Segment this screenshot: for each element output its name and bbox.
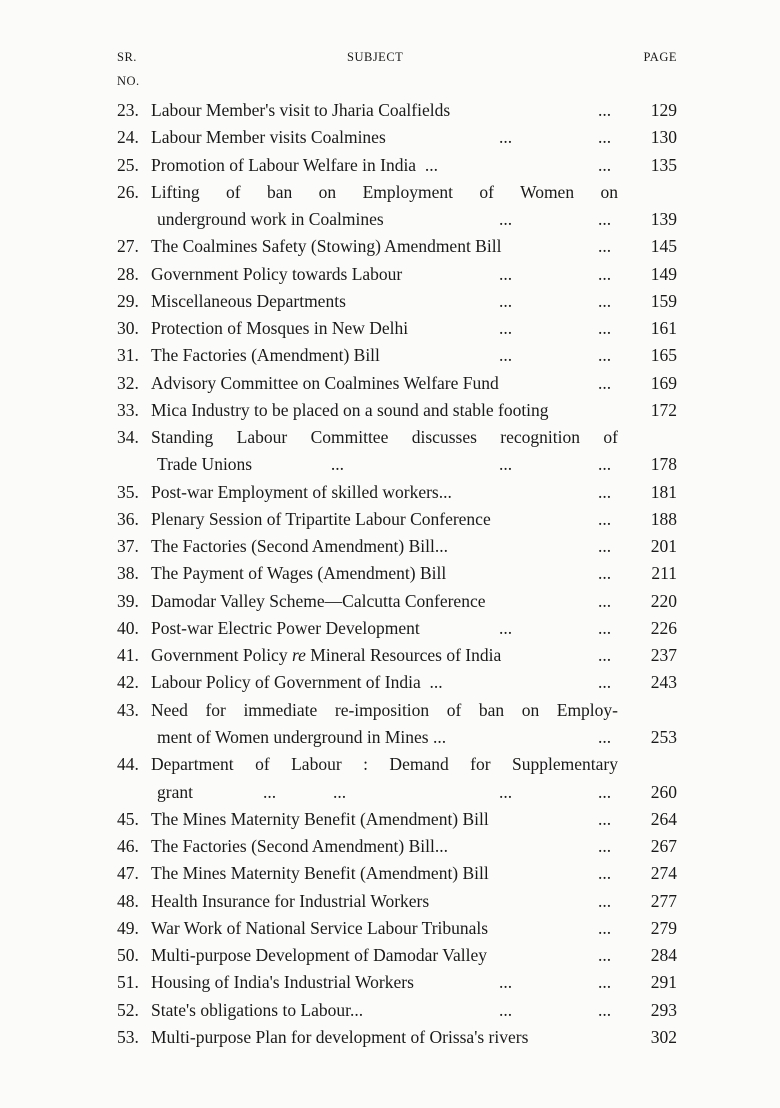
leader-dots: ... [598,672,612,693]
toc-entry-line [0,697,780,724]
toc-entry-line [0,233,780,260]
toc-entry-line [0,315,780,342]
toc-entry-line [0,533,780,560]
entry-title: Trade Unions ... [157,454,344,475]
entry-page-number: 220 [650,590,677,611]
toc-entry-line [0,642,780,669]
toc-entry-line [0,397,780,424]
entry-title: ment of Women underground in Mines ... [157,726,447,747]
header-no: NO. [117,74,140,88]
toc-entry-line [0,915,780,942]
leader-dots: ... [499,290,513,311]
leader-dots: ... [598,781,612,802]
entry-title: Post-war Electric Power Development [151,617,420,638]
entry-number: 26. [117,181,139,202]
leader-dots: ... [598,617,612,638]
leader-dots: ... [598,836,612,857]
entry-number: 42. [117,672,139,693]
entry-number: 24. [117,127,139,148]
leader-dots: ... [598,917,612,938]
entry-number: 41. [117,645,139,666]
entry-page-number: 302 [650,1026,677,1047]
leader-dots: ... [499,972,513,993]
entry-title: Multi-purpose Development of Damodar Valley [151,945,487,966]
entry-page-number: 201 [650,536,677,557]
leader-dots: ... [598,972,612,993]
entry-number: 40. [117,617,139,638]
entry-page-number: 172 [650,399,677,420]
entry-page-number: 129 [650,100,677,120]
entry-title: Post-war Employment of skilled workers... [151,481,452,502]
entry-title: Government Policy towards Labour [151,263,403,284]
entry-title: The Factories (Second Amendment) Bill... [151,536,448,557]
toc-entry-line [0,261,780,288]
toc-entry-line [0,669,780,696]
toc-entry-line [0,451,780,478]
entry-page-number: 130 [650,127,677,148]
entry-title: Lifting of ban on Employment of Women on [151,181,618,202]
entry-title: Labour Policy of Government of India ... [151,672,443,693]
entry-title: Labour Member visits Coalmines [151,127,386,148]
toc-entry-line [0,560,780,587]
entry-number: 44. [117,754,139,775]
entry-page-number: 169 [650,372,677,393]
toc-entry-line [0,942,780,969]
toc-entry-line [0,779,780,806]
toc-entry-line [0,588,780,615]
leader-dots: ... [598,481,612,502]
entry-page-number: 243 [650,672,677,693]
toc-entry-line [0,506,780,533]
entry-title: underground work in Coalmines [157,209,384,230]
entry-page-number: 279 [650,917,677,938]
entry-page-number: 178 [650,454,677,475]
entry-page-number: 161 [650,318,677,339]
entry-page-number: 159 [650,290,677,311]
leader-dots: ... [598,127,612,148]
entry-page-number: 260 [650,781,677,802]
leader-dots: ... [598,372,612,393]
toc-entry-line [0,97,780,124]
toc-entry-line [0,424,780,451]
toc-entry-line [0,806,780,833]
entry-number: 35. [117,481,139,502]
entry-title: The Factories (Second Amendment) Bill... [151,836,448,857]
entry-number: 52. [117,999,139,1020]
toc-entry-line [0,833,780,860]
leader-dots: ... [598,236,612,257]
leader-dots: ... [598,590,612,611]
leader-dots: ... [499,209,513,230]
entry-number: 50. [117,945,139,966]
entry-page-number: 267 [650,836,677,857]
entry-number: 49. [117,917,139,938]
leader-dots: ... [499,781,513,802]
leader-dots: ... [598,536,612,557]
leader-dots: ... [499,454,513,475]
entry-title: Damodar Valley Scheme—Calcutta Conference [151,590,486,611]
entry-title: Standing Labour Committee discusses recognition of [151,427,618,448]
entry-number: 53. [117,1026,139,1047]
toc-entry-line [0,124,780,151]
leader-dots: ... [598,345,612,366]
entry-page-number: 291 [650,972,677,993]
entry-title: Need for immediate re-imposition of ban on Employ- [151,699,618,720]
entry-number: 32. [117,372,139,393]
leader-dots: ... [598,290,612,311]
entry-number: 29. [117,290,139,311]
toc-entry-line [0,860,780,887]
entry-title: Protection of Mosques in New Delhi [151,318,409,339]
entry-number: 43. [117,699,139,720]
toc-entry-line [0,997,780,1024]
leader-dots: ... [598,454,612,475]
leader-dots: ... [598,945,612,966]
entry-title: The Mines Maternity Benefit (Amendment) Bill [151,863,489,884]
leader-dots: ... [598,808,612,829]
entry-number: 25. [117,154,139,175]
leader-dots: ... [598,508,612,529]
entry-number: 51. [117,972,139,993]
leader-dots: ... [598,263,612,284]
entry-page-number: 277 [650,890,677,911]
toc-entry-line [0,888,780,915]
toc-entry-line [0,152,780,179]
toc-entry-line [0,370,780,397]
toc-entry-line [0,206,780,233]
entry-title: Promotion of Labour Welfare in India ... [151,154,438,175]
leader-dots: ... [598,863,612,884]
entry-number: 47. [117,863,139,884]
leader-dots: ... [499,127,513,148]
entry-page-number: 253 [650,726,677,747]
leader-dots: ... [598,999,612,1020]
entry-title: Miscellaneous Departments [151,290,346,311]
entry-title: Mica Industry to be placed on a sound and stable footing [151,399,549,420]
toc-entry-line [0,288,780,315]
entry-page-number: 181 [650,481,677,502]
entry-number: 31. [117,345,139,366]
entry-title: Housing of India's Industrial Workers [151,972,414,993]
entry-page-number: 211 [651,563,677,584]
entry-title: War Work of National Service Labour Tribunals [151,917,489,938]
entry-title: The Payment of Wages (Amendment) Bill [151,563,447,584]
entry-page-number: 165 [650,345,677,366]
toc-entry-line [0,969,780,996]
entry-title: The Factories (Amendment) Bill [151,345,380,366]
entry-number: 39. [117,590,139,611]
entry-page-number: 145 [650,236,677,257]
entry-title: grant ... ... [157,781,347,802]
entry-title: Government Policy re Mineral Resources of India [151,645,502,666]
leader-dots: ... [598,890,612,911]
entry-number: 48. [117,890,139,911]
entry-page-number: 274 [650,863,677,884]
header-subject: SUBJECT [347,50,404,64]
header-page: PAGE [643,50,677,64]
entry-number: 36. [117,508,139,529]
entry-page-number: 237 [650,645,677,666]
leader-dots: ... [499,263,513,284]
toc-entry-line [0,342,780,369]
entry-page-number: 135 [650,154,677,175]
entry-number: 37. [117,536,139,557]
leader-dots: ... [499,345,513,366]
entry-number: 23. [117,100,139,120]
entry-page-number: 149 [650,263,677,284]
leader-dots: ... [499,617,513,638]
entry-title: Department of Labour : Demand for Supplementary [151,754,618,775]
entry-page-number: 284 [650,945,677,966]
toc-entry-line [0,1024,780,1051]
leader-dots: ... [499,318,513,339]
entry-number: 45. [117,808,139,829]
header-sr: SR. [117,50,137,64]
entry-title: State's obligations to Labour... [151,999,364,1020]
leader-dots: ... [598,154,612,175]
toc-entry-line [0,479,780,506]
entry-page-number: 293 [650,999,677,1020]
toc-entry-line [0,179,780,206]
entry-title: Plenary Session of Tripartite Labour Conference [151,508,491,529]
entry-page-number: 226 [650,617,677,638]
entry-number: 30. [117,318,139,339]
entry-title: The Coalmines Safety (Stowing) Amendment Bill [151,236,502,257]
entry-number: 33. [117,399,139,420]
leader-dots: ... [598,726,612,747]
entry-title: Advisory Committee on Coalmines Welfare Fund [151,372,499,393]
entry-title: Labour Member's visit to Jharia Coalfields [151,100,451,120]
entry-title: The Mines Maternity Benefit (Amendment) Bill [151,808,489,829]
entry-title: Health Insurance for Industrial Workers [151,890,430,911]
entry-page-number: 264 [650,808,677,829]
entry-page-number: 139 [650,209,677,230]
entry-number: 28. [117,263,139,284]
toc-entry-line [0,751,780,778]
leader-dots: ... [598,209,612,230]
leader-dots: ... [598,645,612,666]
entry-title: Multi-purpose Plan for development of Orissa's rivers [151,1026,529,1047]
entry-number: 27. [117,236,139,257]
leader-dots: ... [499,999,513,1020]
toc-entry-line [0,615,780,642]
leader-dots: ... [598,563,612,584]
entry-number: 46. [117,836,139,857]
leader-dots: ... [598,100,612,120]
leader-dots: ... [598,318,612,339]
entry-number: 38. [117,563,139,584]
entry-number: 34. [117,427,139,448]
toc-entry-line [0,724,780,751]
entry-page-number: 188 [650,508,677,529]
